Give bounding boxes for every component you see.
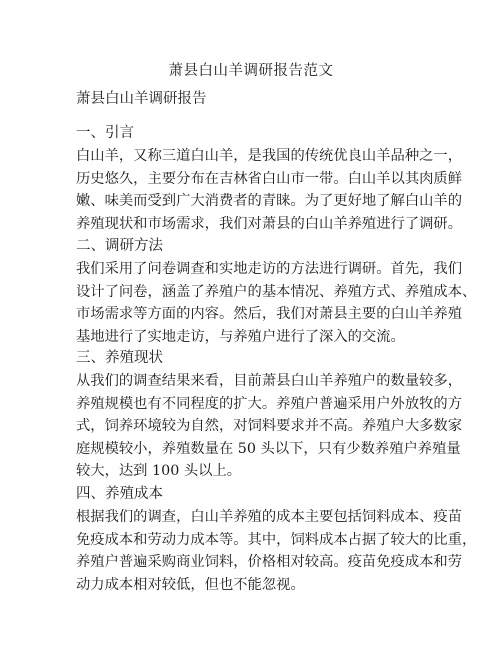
section-heading: 三、养殖现状 — [76, 350, 163, 366]
section-paragraph — [76, 506, 477, 596]
section-paragraph — [76, 370, 463, 483]
section-heading: 一、引言 — [76, 125, 134, 141]
section-paragraph — [76, 258, 477, 348]
document-title: 萧县白山羊调研报告范文 — [168, 63, 334, 79]
section-introduction — [76, 123, 463, 235]
paragraph-line: 历史悠久，主要分布在吉林省白山市一带。白山羊以其肉质鲜 — [76, 170, 463, 187]
paragraph-line: 免疫成本和劳动力成本等。其中，饲料成本占据了较大的比重， — [76, 531, 477, 548]
paragraph-line: 较大，达到 100 头以上。 — [76, 463, 242, 480]
section-method — [76, 236, 477, 348]
paragraph-line: 养殖户普遍采购商业饲料，价格相对较高。疫苗免疫成本和劳 — [76, 554, 463, 571]
section-heading: 四、养殖成本 — [76, 486, 163, 502]
paragraph-line: 市场需求等方面的内容。然后，我们对萧县主要的白山羊养殖 — [76, 306, 463, 323]
paragraph-line: 基地进行了实地走访，与养殖户进行了深入的交流。 — [76, 328, 405, 345]
paragraph-line: 庭规模较小，养殖数量在 50 头以下，只有少数养殖户养殖量 — [76, 440, 461, 457]
section-cost — [76, 484, 477, 596]
paragraph-line: 动力成本相对较低，但也不能忽视。 — [76, 576, 305, 593]
paragraph-line: 嫩、味美而受到广大消费者的青睐。为了更好地了解白山羊的 — [76, 193, 463, 210]
paragraph-line: 设计了问卷，涵盖了养殖户的基本情况、养殖方式、养殖成本、 — [76, 283, 477, 300]
section-status — [76, 348, 463, 483]
section-paragraph — [76, 145, 463, 235]
paragraph-line: 养殖规模也有不同程度的扩大。养殖户普遍采用户外放牧的方 — [76, 395, 463, 412]
paragraph-line: 我们采用了问卷调查和实地走访的方法进行调研。首先，我们 — [76, 261, 463, 277]
paragraph-line: 式，饲养环境较为自然，对饲料要求并不高。养殖户大多数家 — [76, 418, 463, 435]
paragraph-line: 白山羊，又称三道白山羊，是我国的传统优良山羊品种之一， — [76, 148, 463, 164]
paragraph-line: 养殖现状和市场需求，我们对萧县的白山羊养殖进行了调研。 — [76, 215, 463, 232]
section-heading: 二、调研方法 — [76, 238, 163, 254]
paragraph-line: 从我们的调查结果来看，目前萧县白山羊养殖户的数量较多， — [76, 373, 463, 389]
document-subtitle: 萧县白山羊调研报告 — [76, 91, 207, 107]
paragraph-line: 根据我们的调查，白山羊养殖的成本主要包括饲料成本、疫苗 — [76, 509, 463, 525]
